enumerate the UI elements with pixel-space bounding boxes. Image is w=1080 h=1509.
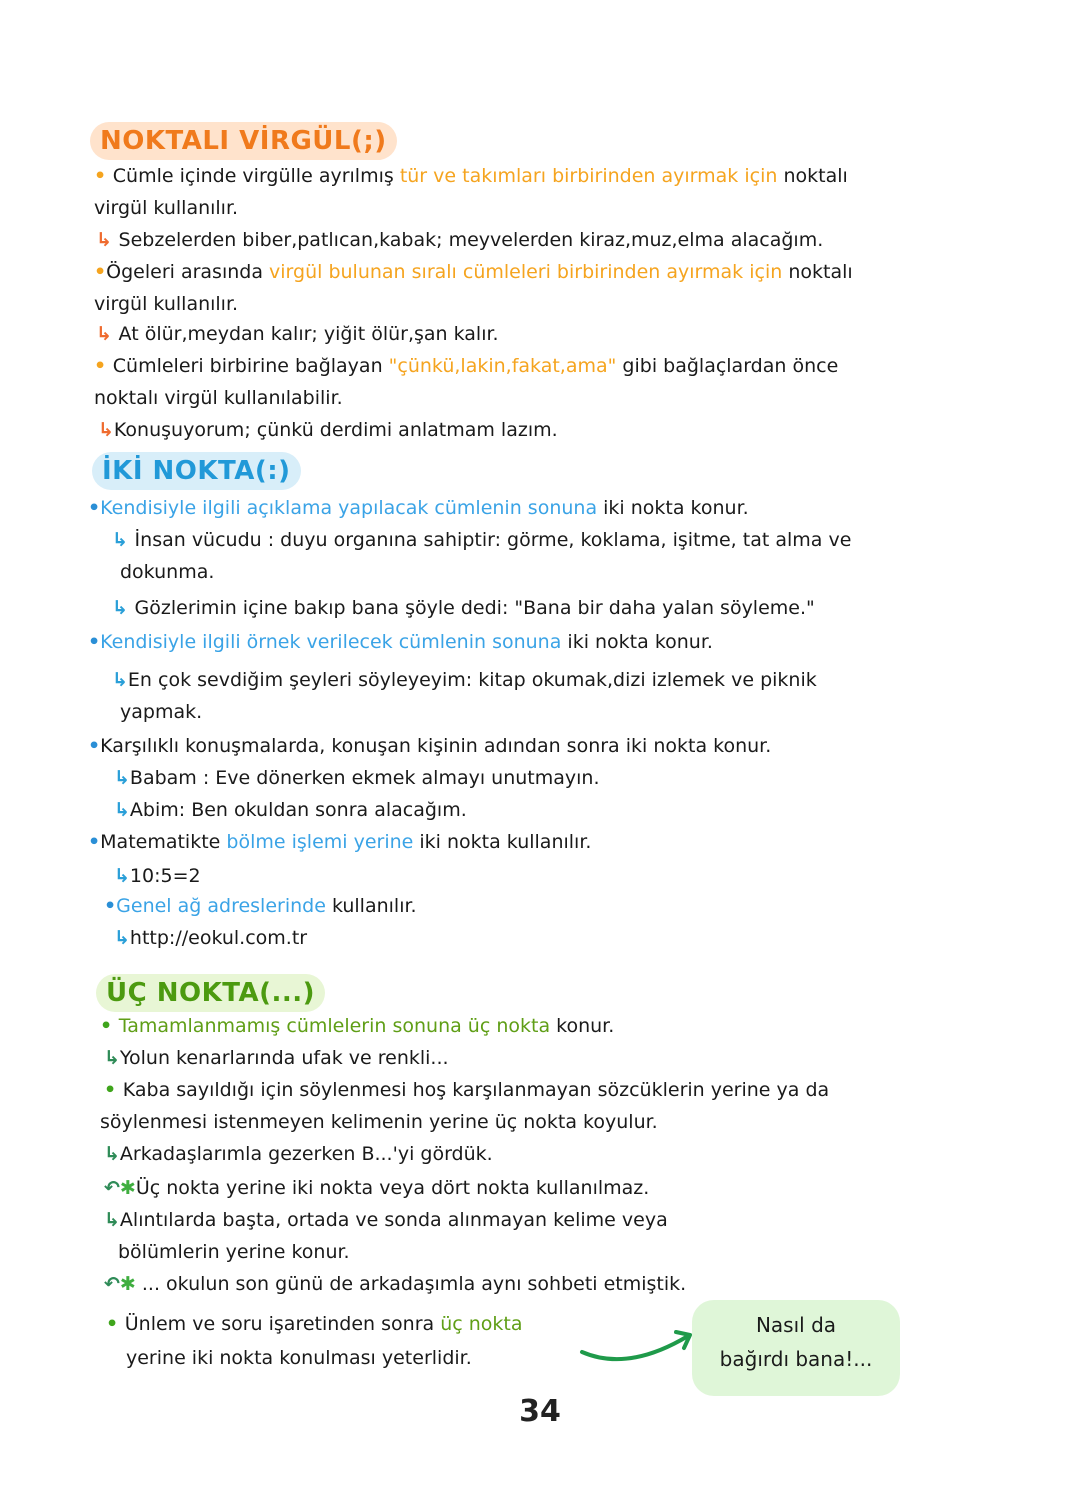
example-text: İnsan vücudu : duyu organına sahiptir: görme, koklama, işitme, tat alma ve xyxy=(134,529,852,551)
example-line xyxy=(114,794,467,826)
bullet-dot: • xyxy=(88,497,101,519)
rule-continuation: virgül kullanılır. xyxy=(94,197,239,219)
curved-arrow-icon: ↶ xyxy=(104,1273,120,1295)
rule-continuation: noktalı virgül kullanılabilir. xyxy=(94,387,343,409)
example-text: Gözlerimin içine bakıp bana şöyle dedi: "Bana bir daha yalan söyleme." xyxy=(134,597,815,619)
arrow-icon: ↳ xyxy=(114,865,130,887)
rule-continuation: yerine iki nokta konulması yeterlidir. xyxy=(126,1347,472,1369)
rule-text: konur. xyxy=(550,1015,615,1037)
bullet-dot: • xyxy=(106,1313,125,1335)
example-line xyxy=(98,414,558,446)
example-text: Yolun kenarlarında ufak ve renkli... xyxy=(119,1047,449,1069)
rule-line xyxy=(88,492,749,524)
example-line xyxy=(104,1042,449,1074)
rule-text: Karşılıklı konuşmalarda, konuşan kişinin adından sonra iki nokta konur. xyxy=(100,735,772,757)
bullet-dot: • xyxy=(104,895,117,917)
bullet-dot: • xyxy=(104,1079,123,1101)
rule-text: Cümleleri birbirine bağlayan xyxy=(112,355,389,377)
example-line xyxy=(114,860,201,892)
rule-text: Cümle içinde virgülle ayrılmış xyxy=(112,165,400,187)
example-continuation: dokunma. xyxy=(120,561,215,583)
rule-line xyxy=(104,890,417,922)
example-text: Sebzelerden biber,patlıcan,kabak; meyvelerden kiraz,muz,elma alacağım. xyxy=(118,229,824,251)
rule-line xyxy=(104,1074,829,1106)
note-text: Üç nokta yerine iki nokta veya dört nokta kullanılmaz. xyxy=(135,1177,650,1199)
arrow-icon: ↳ xyxy=(98,419,114,441)
example-line xyxy=(96,318,499,350)
rule-text: iki nokta konur. xyxy=(561,631,713,653)
rule-text: Matematikte xyxy=(100,831,227,853)
example-text: En çok sevdiğim şeyleri söyleyeyim: kitap okumak,dizi izlemek ve piknik xyxy=(127,669,817,691)
example-line xyxy=(104,1204,668,1236)
example-line xyxy=(112,524,851,556)
example-continuation: yapmak. xyxy=(120,701,203,723)
section-title-iki-nokta: İKİ NOKTA(:) xyxy=(92,452,301,490)
example-text: Babam : Eve dönerken ekmek almayı unutmayın. xyxy=(129,767,600,789)
arrow-icon: ↳ xyxy=(114,927,130,949)
arrow-icon: ↳ xyxy=(112,669,128,691)
arrow-icon: ↳ xyxy=(96,323,119,345)
rule-line xyxy=(106,1308,522,1340)
rule-text: Ünlem ve soru işaretinden sonra xyxy=(124,1313,441,1335)
bullet-dot: • xyxy=(94,261,107,283)
rule-highlight: Genel ağ adreslerinde xyxy=(116,895,326,917)
example-line xyxy=(114,762,600,794)
page-number: 34 xyxy=(519,1394,561,1429)
example-text: Alıntılarda başta, ortada ve sonda alınmayan kelime veya xyxy=(119,1209,668,1231)
arrow-icon: ↳ xyxy=(112,529,135,551)
rule-line xyxy=(88,730,771,762)
bubble-line: bağırdı bana!... xyxy=(719,1347,873,1371)
rule-continuation: virgül kullanılır. xyxy=(94,293,239,315)
rule-text: kullanılır. xyxy=(325,895,417,917)
arrow-icon: ↳ xyxy=(114,767,130,789)
example-line xyxy=(112,664,817,696)
rule-highlight: Tamamlanmamış cümlelerin sonuna üç nokta xyxy=(118,1015,551,1037)
example-bubble xyxy=(692,1300,900,1396)
bullet-dot: • xyxy=(88,831,101,853)
section-title-noktali-virgul: NOKTALI VİRGÜL(;) xyxy=(90,122,397,160)
rule-line xyxy=(100,1010,614,1042)
bubble-line: Nasıl da xyxy=(755,1313,837,1337)
example-text: http://eokul.com.tr xyxy=(129,927,308,949)
arrow-icon: ↳ xyxy=(112,597,135,619)
arrow-icon: ↳ xyxy=(96,229,119,251)
rule-highlight: Kendisiyle ilgili açıklama yapılacak cümlenin sonuna xyxy=(100,497,598,519)
star-icon: ✱ xyxy=(119,1177,136,1199)
rule-highlight: virgül bulunan sıralı cümleleri birbirinden ayırmak için xyxy=(269,261,783,283)
rule-highlight: üç nokta xyxy=(440,1313,523,1335)
example-line xyxy=(104,1138,493,1170)
rule-text: iki nokta kullanılır. xyxy=(413,831,592,853)
example-text: Abim: Ben okuldan sonra alacağım. xyxy=(129,799,467,821)
rule-text: gibi bağlaçlardan önce xyxy=(616,355,839,377)
example-line xyxy=(96,224,823,256)
example-continuation: bölümlerin yerine konur. xyxy=(118,1241,350,1263)
rule-text: noktalı xyxy=(777,165,848,187)
curved-arrow-to-bubble-icon xyxy=(578,1322,702,1370)
rule-highlight: Kendisiyle ilgili örnek verilecek cümlenin sonuna xyxy=(100,631,562,653)
rule-line xyxy=(88,826,591,858)
example-text: Konuşuyorum; çünkü derdimi anlatmam lazım. xyxy=(113,419,558,441)
star-icon: ✱ xyxy=(119,1273,142,1295)
rule-text: Ögeleri arasında xyxy=(106,261,270,283)
example-text: Arkadaşlarımla gezerken B...'yi gördük. xyxy=(119,1143,493,1165)
rule-continuation: söylenmesi istenmeyen kelimenin yerine üç nokta koyulur. xyxy=(100,1111,658,1133)
arrow-icon: ↳ xyxy=(104,1209,120,1231)
arrow-icon: ↳ xyxy=(104,1047,120,1069)
example-text: At ölür,meydan kalır; yiğit ölür,şan kalır. xyxy=(118,323,499,345)
bullet-dot: • xyxy=(94,165,113,187)
section-title-uc-nokta: ÜÇ NOKTA(...) xyxy=(96,974,325,1012)
bullet-dot: • xyxy=(94,355,113,377)
bullet-dot: • xyxy=(100,1015,119,1037)
rule-line xyxy=(88,626,713,658)
rule-text: iki nokta konur. xyxy=(597,497,749,519)
rule-text: Kaba sayıldığı için söylenmesi hoş karşılanmayan sözcüklerin yerine ya da xyxy=(122,1079,830,1101)
arrow-icon: ↳ xyxy=(104,1143,120,1165)
rule-highlight: tür ve takımları birbirinden ayırmak için xyxy=(399,165,778,187)
example-line xyxy=(114,922,307,954)
arrow-icon: ↳ xyxy=(114,799,130,821)
rule-highlight: bölme işlemi yerine xyxy=(226,831,414,853)
example-text: 10:5=2 xyxy=(129,865,201,887)
bullet-dot: • xyxy=(88,631,101,653)
rule-line xyxy=(94,350,838,382)
example-line xyxy=(112,592,815,624)
note-text: ... okulun son günü de arkadaşımla aynı sohbeti etmiştik. xyxy=(141,1273,687,1295)
rule-highlight: "çünkü,lakin,fakat,ama" xyxy=(388,355,617,377)
curved-arrow-icon: ↶ xyxy=(104,1177,120,1199)
note-line xyxy=(104,1268,686,1300)
rule-line xyxy=(94,160,848,192)
bullet-dot: • xyxy=(88,735,101,757)
note-line xyxy=(104,1172,649,1204)
rule-line xyxy=(94,256,853,288)
rule-text: noktalı xyxy=(782,261,853,283)
